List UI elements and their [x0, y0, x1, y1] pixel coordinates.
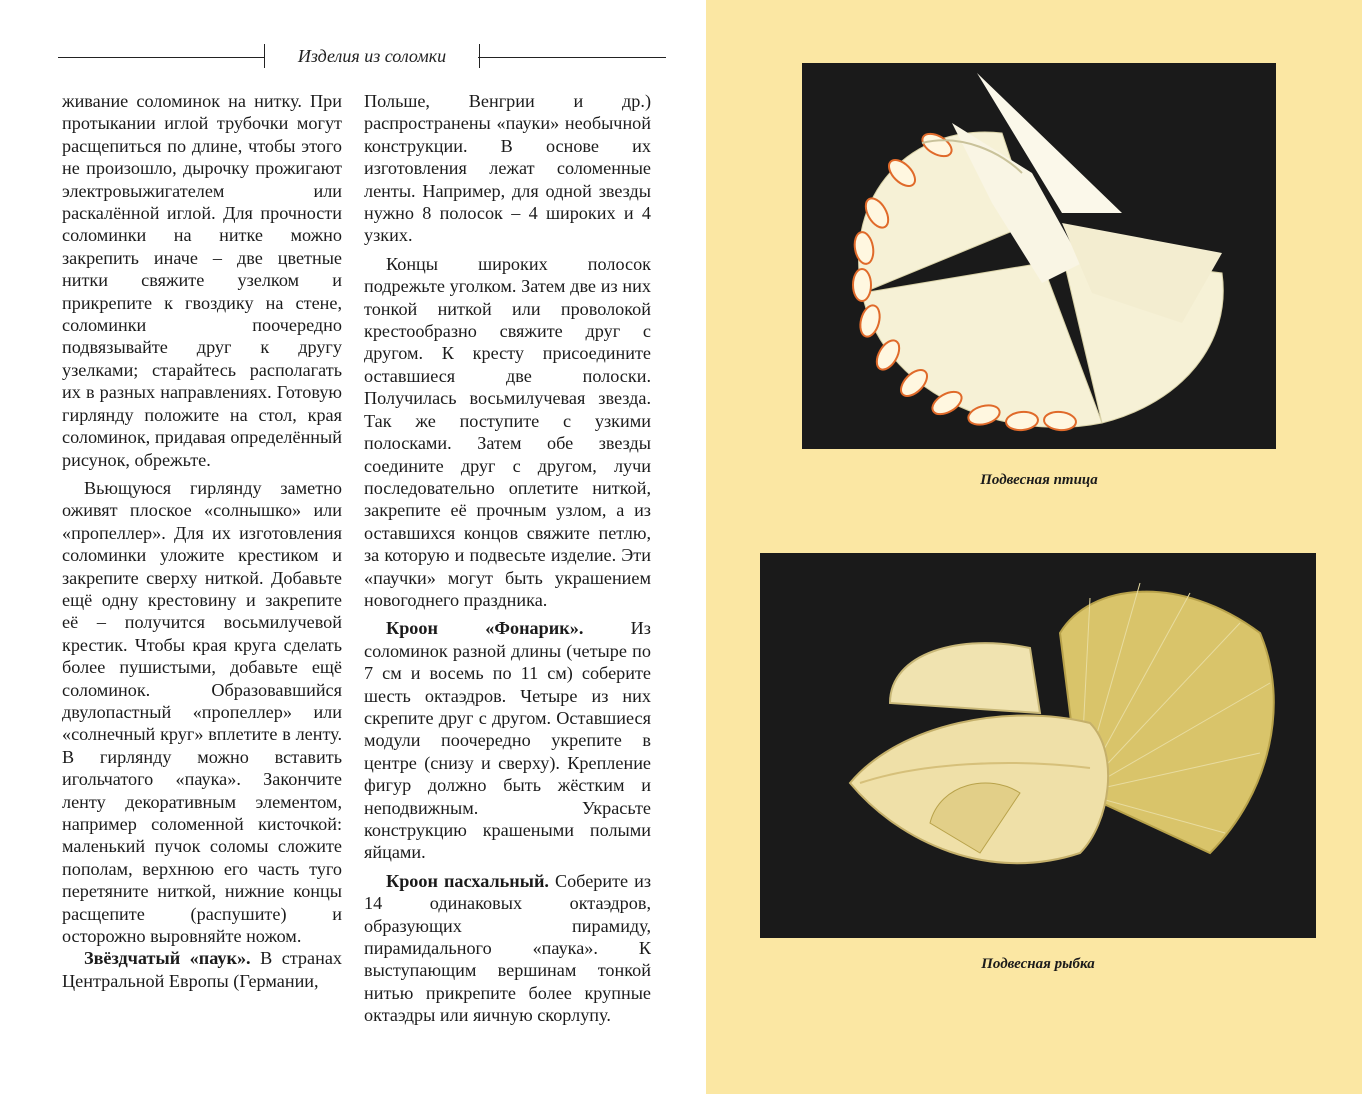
- paragraph-heading: Звёздчатый «паук».: [84, 948, 251, 969]
- running-head-title: Изделия из соломки: [264, 44, 480, 68]
- paragraph-text: Концы широких полосок подрежьте уголком. Затем две из них тонкой ниткой или проволокой крестообразно свяжите друг с другом. К кресту присоедините оставшиеся две полоски. Получилась восьмилучевая звезда. Так же поступите с узкими полосками. Затем обе звезды соедините друг с другом, лучи последовательно оплетите ниткой, закрепите её прочным узлом, а из оставшихся концов свяжите петлю, за которую и подвесьте изделие. Эти «паучки» могут быть украшением новогоднего праздника.: [364, 253, 651, 610]
- photo-hanging-bird: [802, 63, 1276, 449]
- paragraph: [364, 90, 651, 247]
- photo-hanging-fish: [760, 553, 1316, 938]
- paragraph: [62, 477, 342, 948]
- text-column-2: [364, 90, 651, 1027]
- paragraph: [62, 947, 342, 992]
- straw-bird-illustration: [802, 63, 1276, 449]
- paragraph-text: живание соломинок на нитку. При протыкании иглой трубочки могут расщепиться по длине, чтобы этого не произошло, дырочку прожигают электровыжигателем или раскалённой иглой. Для прочности соломинки на нитке можно закрепить иначе – две цветные нитки свяжите узелком и прикрепите к гвоздику на стене, соломинки поочередно подвязывайте друг к другу узелками; старайтесь располагать их в разных направлениях. Готовую гирлянду положите на стол, края соломинок, придавая определённый рисунок, обрежьте.: [62, 91, 342, 470]
- paragraph-heading: Кроон «Фонарик».: [386, 618, 584, 639]
- running-head: [58, 44, 666, 68]
- paragraph-text: Соберите из 14 одинаковых октаэдров, образующих пирамиду, пирамидального «паука». К выступающим вершинам тонкой нитью прикрепите более крупные октаэдры или яичную скорлупу.: [364, 870, 651, 1026]
- photo-caption: Подвесная рыбка: [981, 956, 1095, 972]
- running-head-rule-right: [478, 57, 666, 58]
- paragraph: [364, 870, 651, 1027]
- paragraph: [364, 617, 651, 863]
- paragraph-text: Из соломинок разной длины (четыре по 7 см и восемь по 11 см) соберите шесть октаэдров. Четыре из них скрепите друг с другом. Оставшиеся модули поочередно укрепите в центре (снизу и сверху). Крепление фигур должно быть жёстким и неподвижным. Украсьте конструкцию крашеными полыми яйцами.: [364, 618, 651, 863]
- paragraph-heading: Кроон пасхальный.: [386, 870, 549, 891]
- paragraph: [62, 90, 342, 471]
- paragraph-text: Вьющуюся гирлянду заметно оживят плоское «солнышко» или «пропеллер». Для их изготовления соломинки уложите крестиком и закрепите сверху ниткой. Добавьте ещё одну крестовину и закрепите её – получится восьмилучевой крестик. Чтобы края круга сделать более пушистыми, добавьте ещё соломинок. Образовавшийся двулопастный «пропеллер» или «солнечный круг» вплетите в ленту. В гирлянду можно вставить игольчатого «паука». Закончите ленту декоративным элементом, например соломенной кисточкой: маленький пучок соломы сложите пополам, верхнюю его часть туго перетяните ниткой, нижние концы расщепите (распушите) и осторожно выровняйте ножом.: [62, 477, 342, 947]
- photo-caption: Подвесная птица: [980, 472, 1098, 488]
- paragraph: [364, 253, 651, 612]
- paragraph-text: Польше, Венгрии и др.) распространены «пауки» необычной конструкции. В основе их изготовления лежат соломенные ленты. Например, для одной звезды нужно 8 полосок – 4 широких и 4 узких.: [364, 91, 651, 246]
- text-column-1: [62, 90, 342, 992]
- straw-fish-illustration: [760, 553, 1316, 938]
- paragraph-text: В странах Центральной Европы (Германии,: [62, 948, 342, 991]
- running-head-rule-left: [58, 57, 264, 58]
